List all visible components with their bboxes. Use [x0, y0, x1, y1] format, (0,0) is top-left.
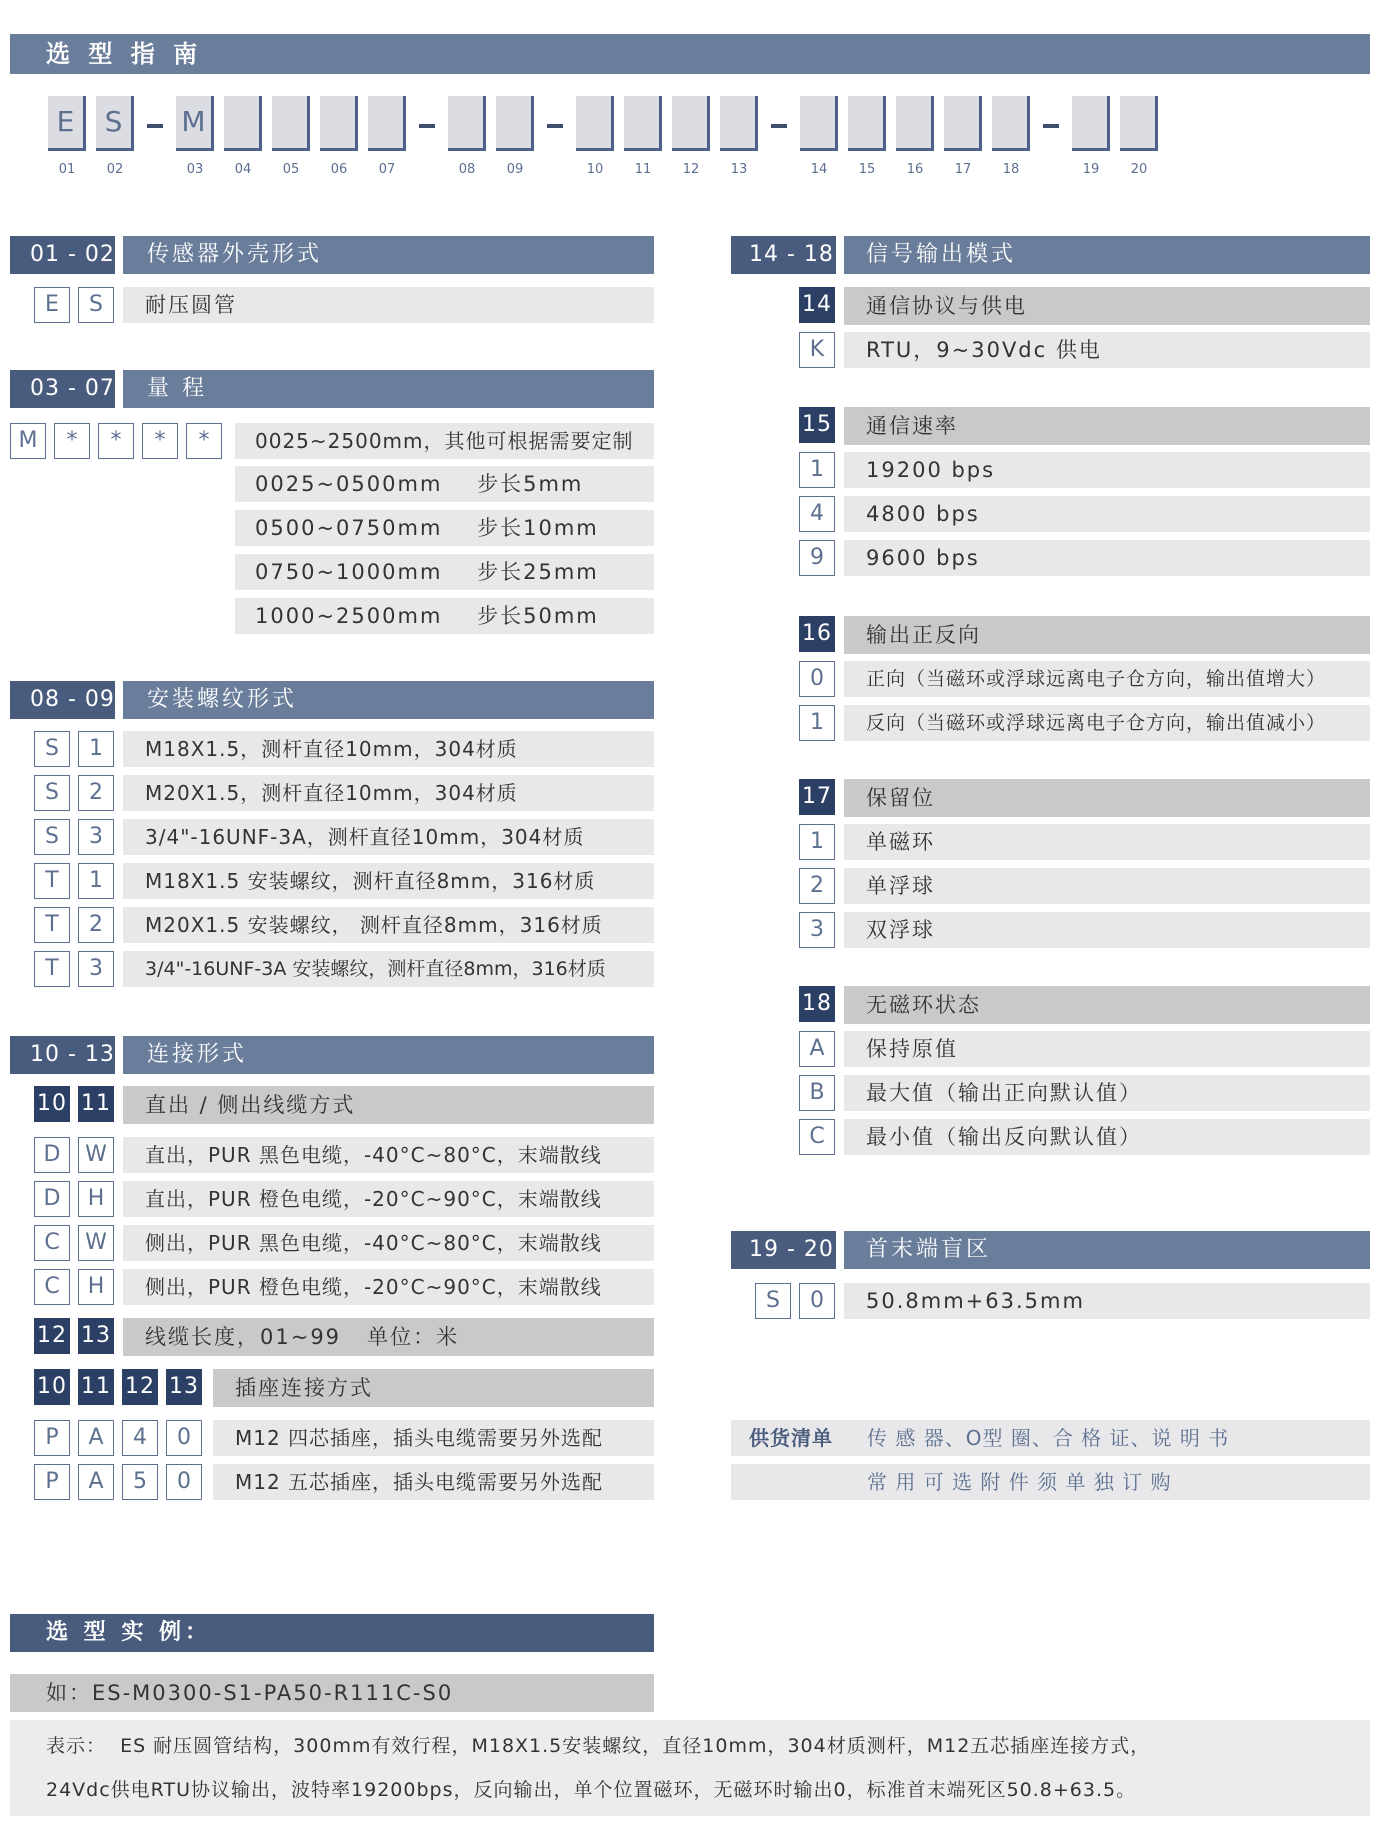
slot-20	[1120, 96, 1158, 151]
position-box: 13	[166, 1369, 202, 1405]
code-box: 1	[78, 731, 114, 767]
example-description: 表示： ES 耐压圆管结构，300mm有效行程，M18X1.5安装螺纹，直径10mm，304材质测杆，M12五芯插座连接方式， 24Vdc供电RTU协议输出，波特率19200bps，反向输出，单个位置磁环，无磁环时输出0，标准首末端死区50.8+63.5。	[10, 1720, 1370, 1816]
option-row: 单磁环	[844, 824, 1370, 860]
slot-position: 02	[106, 162, 124, 177]
code-box: A	[78, 1420, 114, 1456]
code-box: *	[98, 423, 134, 459]
option-row: 单浮球	[844, 868, 1370, 904]
code-box: T	[34, 907, 70, 943]
thread-row: M18X1.5 安装螺纹，测杆直径8mm，316材质	[123, 863, 654, 899]
code-box: H	[78, 1181, 114, 1217]
subgroup-header: 插座连接方式	[213, 1369, 654, 1407]
group-header: 通信协议与供电	[844, 287, 1370, 325]
position-box: 10	[34, 1086, 70, 1122]
code-box: *	[142, 423, 178, 459]
code-box: A	[78, 1464, 114, 1500]
code-box: C	[799, 1119, 835, 1155]
dash	[547, 124, 563, 128]
code-box: 1	[799, 824, 835, 860]
position-box: 15	[799, 407, 835, 443]
page-title: 选 型 指 南	[46, 40, 203, 68]
section-header-1013: 连接形式	[123, 1036, 654, 1074]
code-box: 1	[799, 452, 835, 488]
position-box: 16	[799, 616, 835, 652]
slot-position: 07	[378, 162, 396, 177]
slot-15	[848, 96, 886, 151]
range-row: 0750~1000mm 步长25mm	[235, 554, 654, 590]
option-row: 双浮球	[844, 912, 1370, 948]
option-row: 最大值（输出正向默认值）	[844, 1075, 1370, 1111]
cable-row: 侧出，PUR 橙色电缆，-20°C~90°C，末端散线	[123, 1269, 654, 1305]
desc-row: 耐压圆管	[123, 287, 654, 323]
slot-position: 16	[906, 162, 924, 177]
code-box: S	[34, 775, 70, 811]
code-box: W	[78, 1137, 114, 1173]
option-row: RTU，9~30Vdc 供电	[844, 332, 1370, 368]
slot-position: 15	[858, 162, 876, 177]
code-box: P	[34, 1464, 70, 1500]
cable-row: 直出，PUR 橙色电缆，-20°C~90°C，末端散线	[123, 1181, 654, 1217]
code-box: 4	[799, 496, 835, 532]
slot-position: 11	[634, 162, 652, 177]
code-box: *	[186, 423, 222, 459]
section-header-0102: 传感器外壳形式	[123, 236, 654, 274]
slot-02: S	[96, 96, 134, 151]
slot-position: 17	[954, 162, 972, 177]
slot-position: 20	[1130, 162, 1148, 177]
section-num-0307: 03 - 07	[10, 370, 115, 408]
code-box: C	[34, 1269, 70, 1305]
code-box: 0	[799, 1283, 835, 1319]
option-row: 50.8mm+63.5mm	[844, 1283, 1370, 1319]
slot-04	[224, 96, 262, 151]
position-box: 10	[34, 1369, 70, 1405]
range-row: 1000~2500mm 步长50mm	[235, 598, 654, 634]
code-box: 3	[799, 912, 835, 948]
option-row: 反向（当磁环或浮球远离电子仓方向，输出值减小）	[844, 705, 1370, 741]
code-box: 2	[78, 775, 114, 811]
range-row: 0025~0500mm 步长5mm	[235, 466, 654, 502]
subgroup-header: 线缆长度，01~99 单位：米	[123, 1318, 654, 1356]
slot-position: 01	[58, 162, 76, 177]
position-box: 17	[799, 779, 835, 815]
code-box: 9	[799, 540, 835, 576]
section-num-0102: 01 - 02	[10, 236, 115, 274]
dash	[1043, 124, 1059, 128]
thread-row: 3/4"-16UNF-3A，测杆直径10mm，304材质	[123, 819, 654, 855]
group-header: 无磁环状态	[844, 986, 1370, 1024]
position-box: 11	[78, 1086, 114, 1122]
code-box: 5	[122, 1464, 158, 1500]
code-box: K	[799, 332, 835, 368]
position-box: 12	[34, 1318, 70, 1354]
connector-row: M12 五芯插座，插头电缆需要另外选配	[213, 1464, 654, 1500]
slot-18	[992, 96, 1030, 151]
group-header: 输出正反向	[844, 616, 1370, 654]
position-box: 14	[799, 287, 835, 323]
code-box: 1	[799, 705, 835, 741]
code-box: A	[799, 1031, 835, 1067]
range-row: 0025~2500mm，其他可根据需要定制	[235, 423, 654, 459]
code-box: S	[78, 287, 114, 323]
slot-11	[624, 96, 662, 151]
code-box: E	[34, 287, 70, 323]
cable-row: 侧出，PUR 黑色电缆，-40°C~80°C，末端散线	[123, 1225, 654, 1261]
option-row: 正向（当磁环或浮球远离电子仓方向，输出值增大）	[844, 661, 1370, 697]
code-box: 3	[78, 951, 114, 987]
section-header-1920: 首末端盲区	[844, 1231, 1370, 1269]
slot-09	[496, 96, 534, 151]
slot-position: 18	[1002, 162, 1020, 177]
slot-position: 10	[586, 162, 604, 177]
section-header-1418: 信号输出模式	[844, 236, 1370, 274]
range-row: 0500~0750mm 步长10mm	[235, 510, 654, 546]
position-box: 13	[78, 1318, 114, 1354]
slot-10	[576, 96, 614, 151]
code-box: M	[10, 423, 46, 459]
slot-01: E	[48, 96, 86, 151]
slot-position: 19	[1082, 162, 1100, 177]
code-box: W	[78, 1225, 114, 1261]
cable-row: 直出，PUR 黑色电缆，-40°C~80°C，末端散线	[123, 1137, 654, 1173]
slot-17	[944, 96, 982, 151]
code-box: T	[34, 863, 70, 899]
slot-05	[272, 96, 310, 151]
slot-03: M	[176, 96, 214, 151]
dash	[771, 124, 787, 128]
section-num-0809: 08 - 09	[10, 681, 115, 719]
slot-position: 08	[458, 162, 476, 177]
option-row: 最小值（输出反向默认值）	[844, 1119, 1370, 1155]
slot-16	[896, 96, 934, 151]
option-row: 9600 bps	[844, 540, 1370, 576]
thread-row: M18X1.5，测杆直径10mm，304材质	[123, 731, 654, 767]
supply-label: 供货清单	[749, 1426, 833, 1450]
code-slots	[0, 96, 1380, 186]
section-num-1920: 19 - 20	[731, 1231, 836, 1269]
code-box: S	[34, 731, 70, 767]
code-box: H	[78, 1269, 114, 1305]
code-box: 0	[166, 1464, 202, 1500]
example-code-row	[10, 1674, 654, 1712]
section-num-1013: 10 - 13	[10, 1036, 115, 1074]
dash	[147, 124, 163, 128]
slot-position: 05	[282, 162, 300, 177]
code-box: C	[34, 1225, 70, 1261]
slot-12	[672, 96, 710, 151]
slot-position: 03	[186, 162, 204, 177]
slot-14	[800, 96, 838, 151]
slot-position: 14	[810, 162, 828, 177]
slot-19	[1072, 96, 1110, 151]
code-box: T	[34, 951, 70, 987]
slot-position: 13	[730, 162, 748, 177]
title-bar	[10, 34, 1370, 74]
code-box: D	[34, 1181, 70, 1217]
supply-row: 供货清单 传 感 器、O型 圈、合 格 证、说 明 书	[731, 1420, 1370, 1456]
position-box: 12	[122, 1369, 158, 1405]
slot-08	[448, 96, 486, 151]
code-box: 3	[78, 819, 114, 855]
thread-row: M20X1.5 安装螺纹， 测杆直径8mm，316材质	[123, 907, 654, 943]
code-box: B	[799, 1075, 835, 1111]
slot-position: 09	[506, 162, 524, 177]
code-box: 2	[78, 907, 114, 943]
slot-13	[720, 96, 758, 151]
option-row: 保持原值	[844, 1031, 1370, 1067]
position-box: 11	[78, 1369, 114, 1405]
group-header: 通信速率	[844, 407, 1370, 445]
thread-row: 3/4"-16UNF-3A 安装螺纹，测杆直径8mm，316材质	[123, 951, 654, 987]
subgroup-header: 直出 / 侧出线缆方式	[123, 1086, 654, 1124]
code-box: 0	[166, 1420, 202, 1456]
example-header: 选 型 实 例：	[10, 1614, 654, 1652]
option-row: 4800 bps	[844, 496, 1370, 532]
group-header: 保留位	[844, 779, 1370, 817]
slot-position: 06	[330, 162, 348, 177]
code-box: P	[34, 1420, 70, 1456]
example-code: 如：ES-M0300-S1-PA50-R111C-S0	[46, 1681, 454, 1705]
slot-position: 04	[234, 162, 252, 177]
supply-row: 常 用 可 选 附 件 须 单 独 订 购	[731, 1464, 1370, 1500]
thread-row: M20X1.5，测杆直径10mm，304材质	[123, 775, 654, 811]
section-num-1418: 14 - 18	[731, 236, 836, 274]
code-box: 1	[78, 863, 114, 899]
code-box: *	[54, 423, 90, 459]
slot-06	[320, 96, 358, 151]
dash	[419, 124, 435, 128]
option-row: 19200 bps	[844, 452, 1370, 488]
code-box: S	[755, 1283, 791, 1319]
section-header-0307: 量 程	[123, 370, 654, 408]
code-box: D	[34, 1137, 70, 1173]
section-header-0809: 安装螺纹形式	[123, 681, 654, 719]
connector-row: M12 四芯插座，插头电缆需要另外选配	[213, 1420, 654, 1456]
code-box: S	[34, 819, 70, 855]
code-box: 2	[799, 868, 835, 904]
code-box: 0	[799, 661, 835, 697]
slot-position: 12	[682, 162, 700, 177]
position-box: 18	[799, 986, 835, 1022]
slot-07	[368, 96, 406, 151]
code-box: 4	[122, 1420, 158, 1456]
